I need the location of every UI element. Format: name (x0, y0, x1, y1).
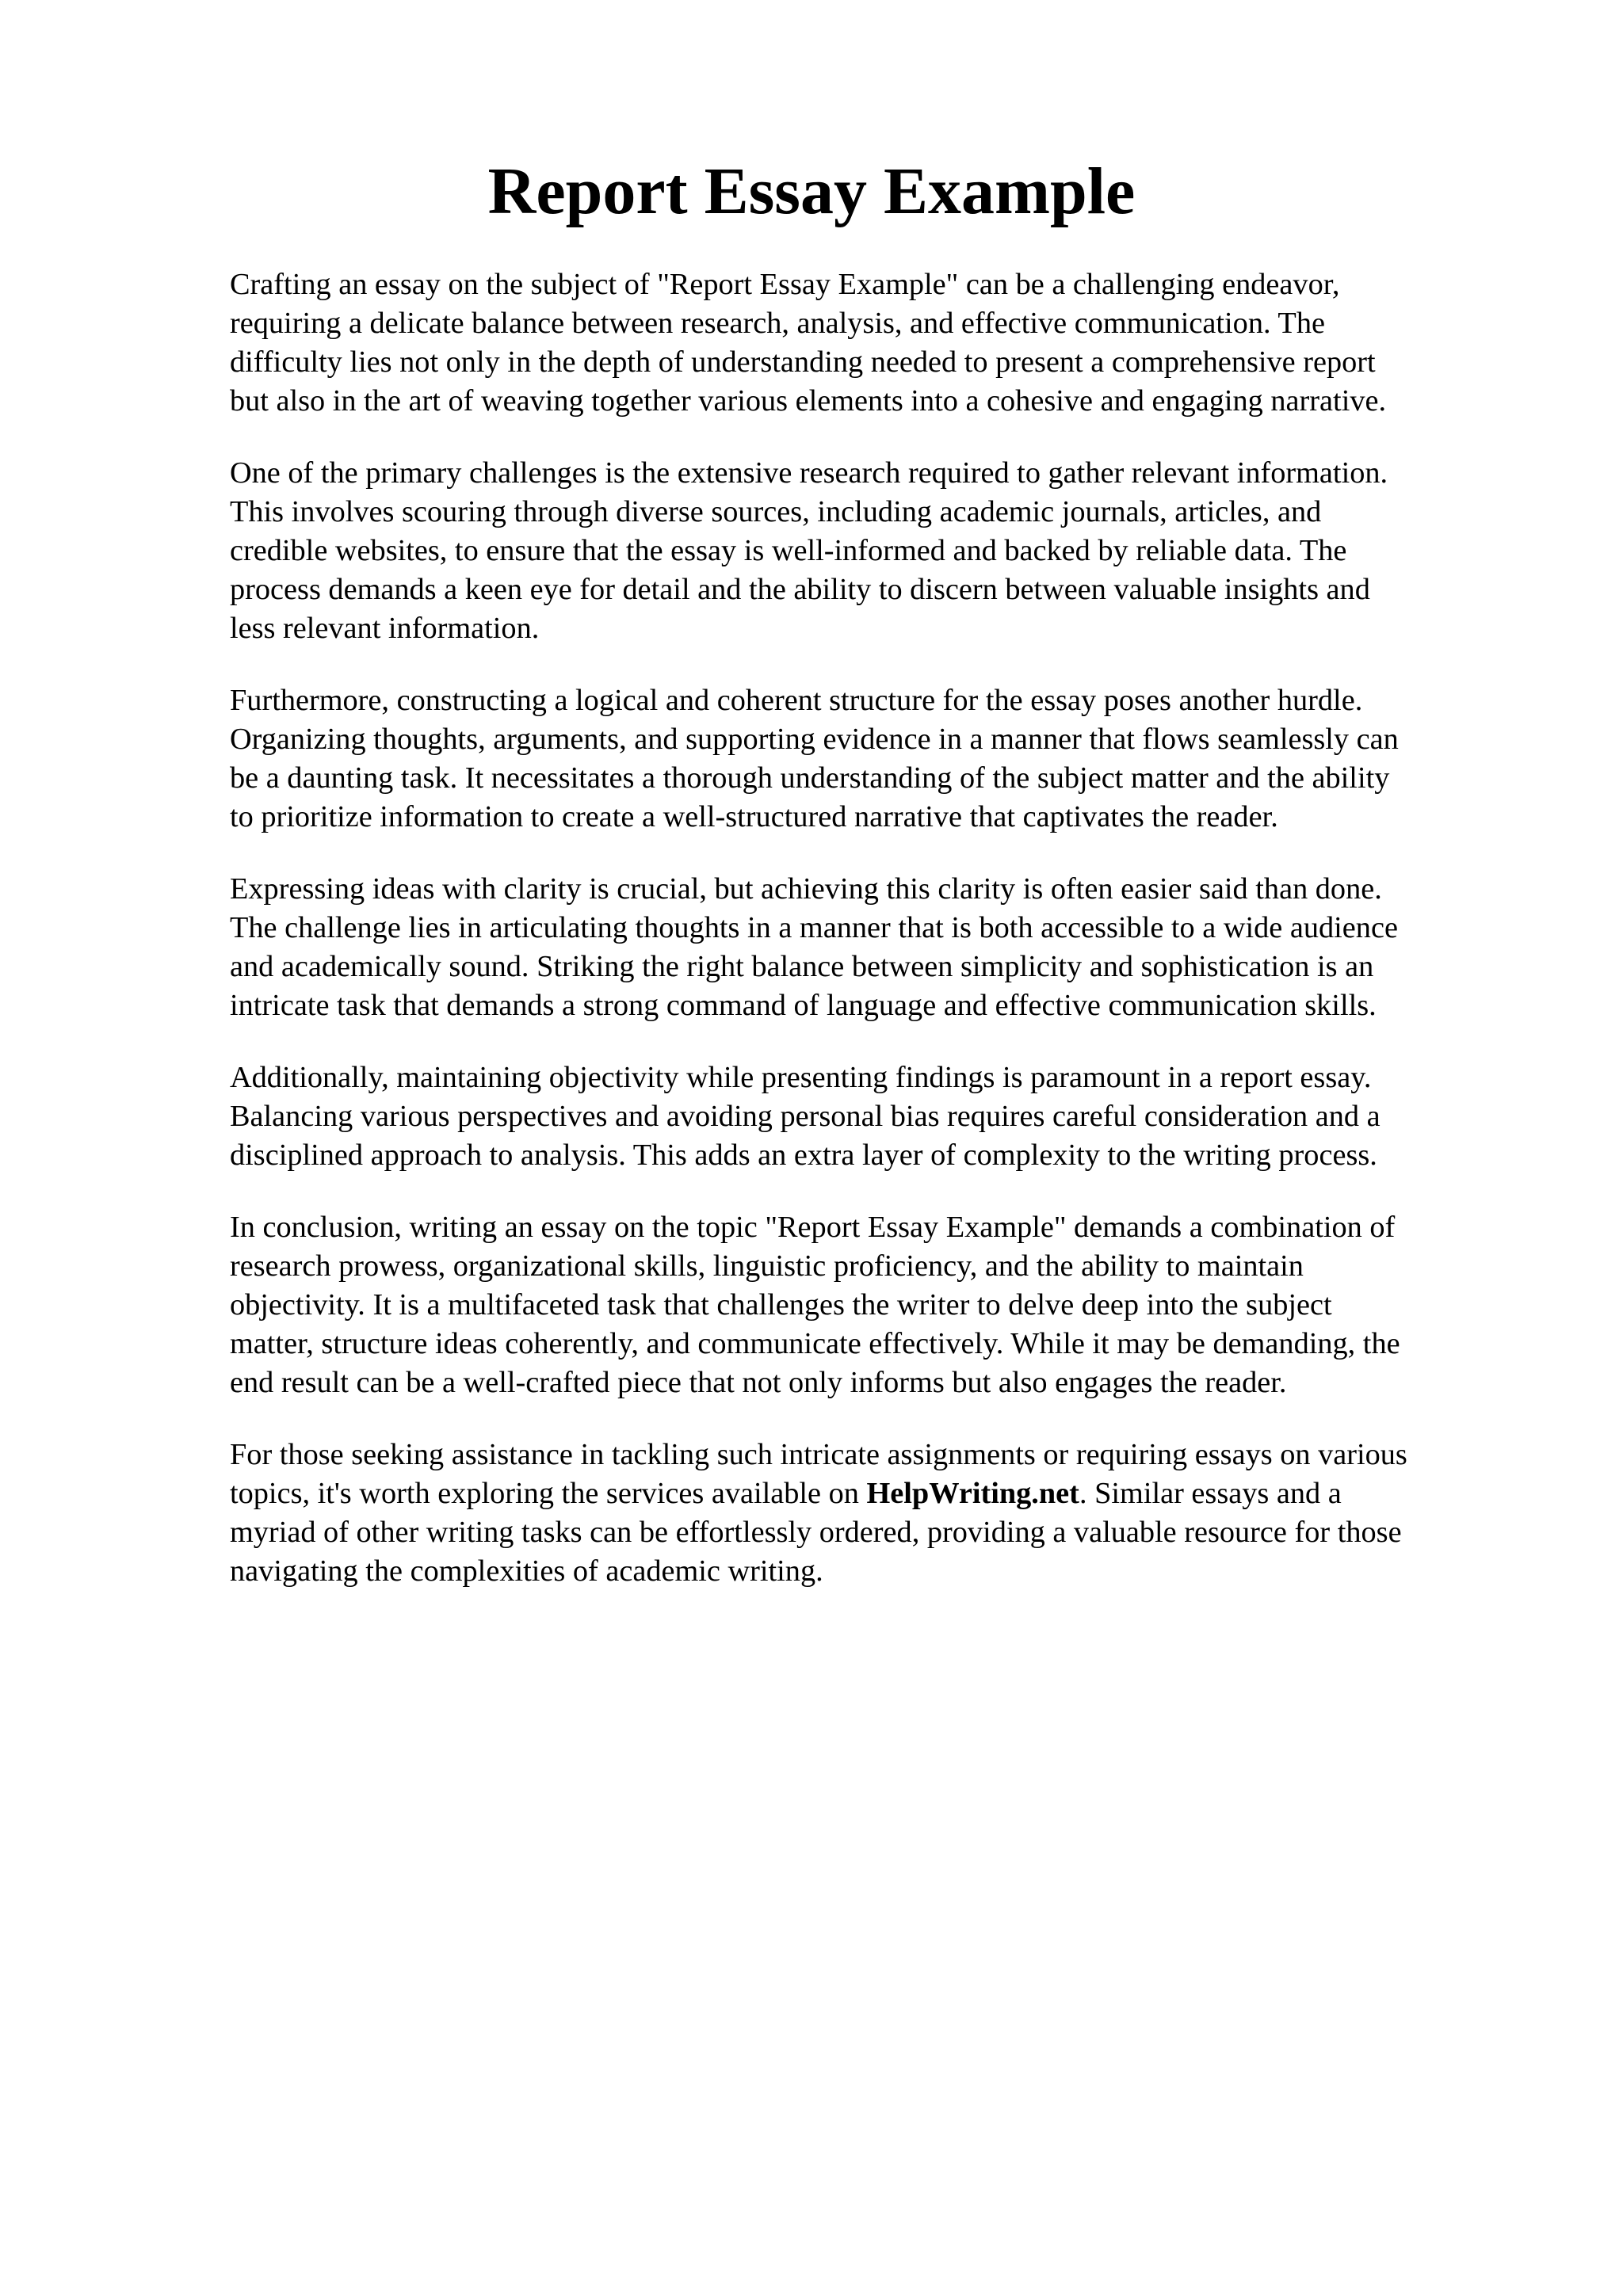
text-line: The challenge lies in articulating thoughts in a manner that is both accessible to a wide audience (230, 911, 1398, 944)
text-line: In conclusion, writing an essay on the topic "Report Essay Example" demands a combination of (230, 1211, 1396, 1244)
text-line: Balancing various perspectives and avoiding personal bias requires careful consideration and a (230, 1100, 1381, 1133)
text-line: navigating the complexities of academic writing. (230, 1554, 823, 1588)
text-line: and academically sound. Striking the right balance between simplicity and sophistication is an (230, 950, 1374, 983)
text-line: research prowess, organizational skills, linguistic proficiency, and the ability to maintain (230, 1249, 1304, 1283)
text-line: process demands a keen eye for detail and the ability to discern between valuable insights and (230, 573, 1370, 606)
text-line: Organizing thoughts, arguments, and supporting evidence in a manner that flows seamlessly can (230, 723, 1399, 756)
text-line: requiring a delicate balance between research, analysis, and effective communication. The (230, 307, 1325, 340)
text-line: but also in the art of weaving together various elements into a cohesive and engaging narrative. (230, 384, 1387, 418)
text-line-with-brand (230, 1474, 1529, 1513)
text-line: Furthermore, constructing a logical and coherent structure for the essay poses another hurdle. (230, 684, 1363, 717)
text-line: Expressing ideas with clarity is crucial, but achieving this clarity is often easier said than done. (230, 872, 1382, 906)
text-segment: topics, it's worth exploring the services available on (230, 1477, 867, 1510)
document-body (230, 265, 1529, 1624)
text-line: intricate task that demands a strong command of language and effective communication skills. (230, 989, 1377, 1022)
paragraph-objectivity (230, 1058, 1529, 1175)
text-line: Additionally, maintaining objectivity while presenting findings is paramount in a report essay. (230, 1061, 1372, 1094)
paragraph-conclusion (230, 1208, 1529, 1402)
text-line: difficulty lies not only in the depth of understanding needed to present a comprehensive report (230, 345, 1376, 379)
text-line: matter, structure ideas coherently, and communicate effectively. While it may be demanding, the (230, 1327, 1400, 1360)
paragraph-intro (230, 265, 1529, 421)
text-line: myriad of other writing tasks can be effortlessly ordered, providing a valuable resource for those (230, 1516, 1402, 1549)
text-line: be a daunting task. It necessitates a thorough understanding of the subject matter and the ability (230, 761, 1390, 795)
document-title: Report Essay Example (487, 154, 1136, 228)
paragraph-research (230, 454, 1529, 648)
text-line: This involves scouring through diverse sources, including academic journals, articles, and (230, 495, 1322, 528)
paragraph-closing (230, 1436, 1529, 1591)
text-line: to prioritize information to create a well-structured narrative that captivates the reader. (230, 800, 1278, 833)
text-line: One of the primary challenges is the extensive research required to gather relevant information. (230, 456, 1388, 490)
paragraph-clarity (230, 870, 1529, 1025)
text-line: less relevant information. (230, 612, 540, 645)
paragraph-structure (230, 681, 1529, 837)
text-line: objectivity. It is a multifaceted task that challenges the writer to delve deep into the subject (230, 1288, 1332, 1322)
text-line: Crafting an essay on the subject of "Report Essay Example" can be a challenging endeavor, (230, 268, 1340, 301)
text-line: For those seeking assistance in tackling such intricate assignments or requiring essays on various (230, 1438, 1407, 1471)
text-segment: . Similar essays and a (1079, 1477, 1342, 1510)
text-line: end result can be a well-crafted piece that not only informs but also engages the reader. (230, 1366, 1287, 1399)
text-line: credible websites, to ensure that the essay is well-informed and backed by reliable data. The (230, 534, 1347, 567)
brand-name-helpwriting: HelpWriting.net (866, 1477, 1079, 1510)
text-line: disciplined approach to analysis. This adds an extra layer of complexity to the writing process. (230, 1138, 1377, 1172)
